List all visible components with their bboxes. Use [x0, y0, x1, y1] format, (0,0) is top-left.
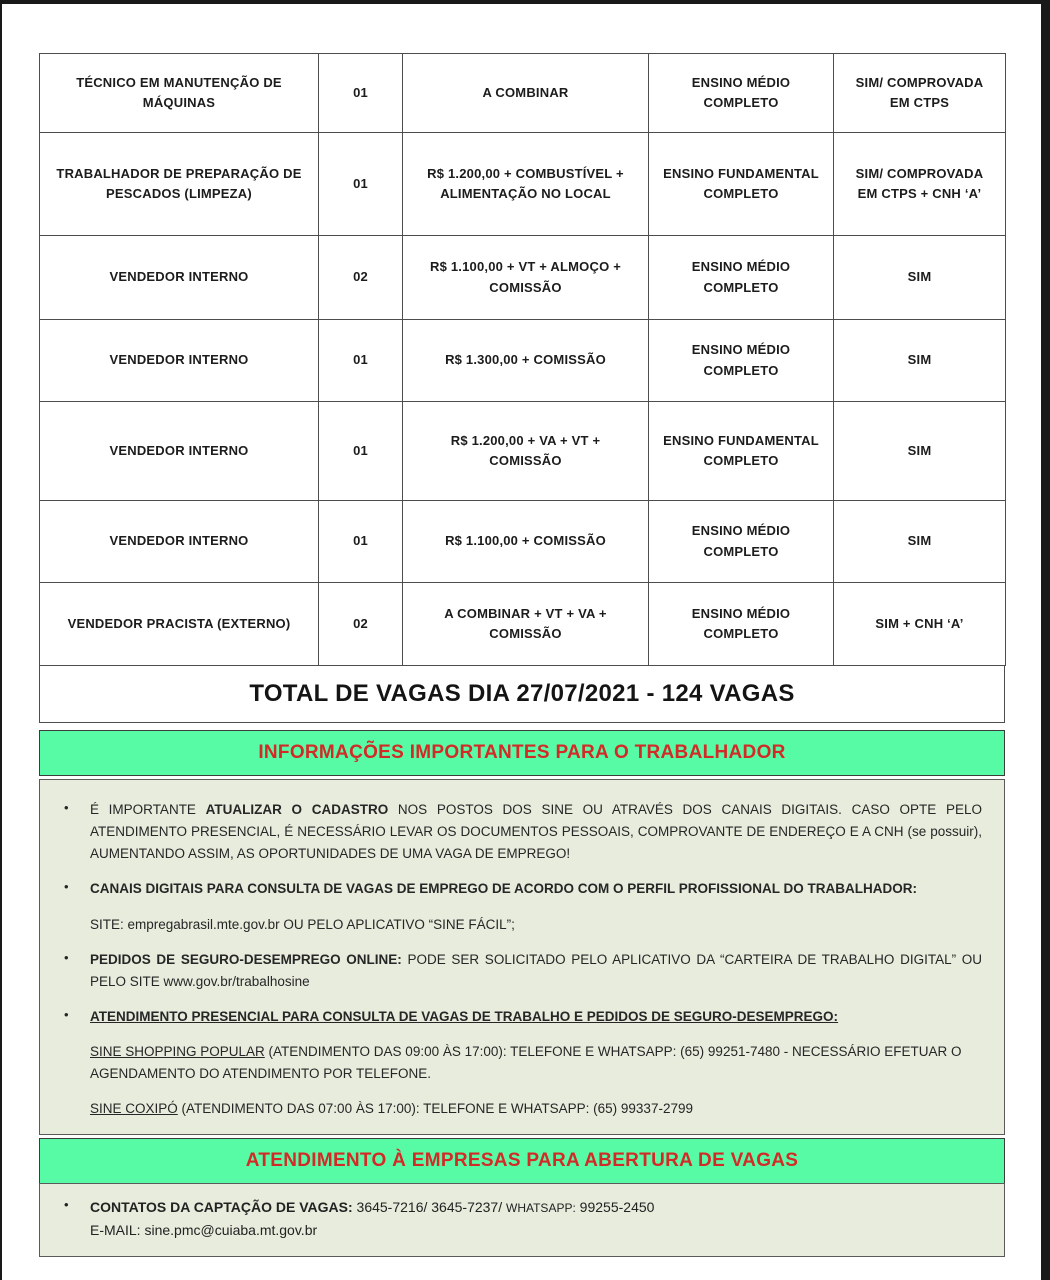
digital-channels-heading [90, 878, 984, 900]
table-row [40, 583, 1006, 666]
contact-phone-numbers: 3645-7216/ 3645-7237/ [352, 1199, 506, 1216]
job-title-cell: VENDEDOR INTERNO [40, 501, 319, 583]
salary-cell: A COMBINAR [403, 54, 649, 133]
note-text: SITE: empregabrasil.mte.gov.br OU PELO APLICATIVO “SINE FÁCIL”; [90, 916, 515, 932]
job-title-cell: VENDEDOR INTERNO [40, 236, 319, 320]
scan-edge-left [0, 0, 2, 1280]
table-row [40, 54, 1006, 133]
unemployment-insurance-note [90, 949, 984, 993]
in-person-service-heading [90, 1006, 984, 1028]
table-row [40, 236, 1006, 320]
job-title-cell: VENDEDOR INTERNO [40, 320, 319, 402]
salary-cell: R$ 1.100,00 + COMISSÃO [403, 501, 649, 583]
vacancy-count-cell: 01 [319, 133, 403, 236]
list-item [64, 1006, 984, 1028]
experience-cell: SIM [834, 501, 1006, 583]
list-item [64, 878, 984, 900]
location-name: SINE COXIPÓ [90, 1101, 178, 1117]
contact-email-line: E-MAIL: sine.pmc@cuiaba.mt.gov.br [90, 1222, 318, 1239]
contact-section [39, 1183, 1005, 1257]
note-text-bold: CANAIS DIGITAIS PARA CONSULTA DE VAGAS DE EMPREGO DE ACORDO COM O PERFIL PROFISSIONAL DO TRABALHADOR: [90, 881, 918, 897]
total-vacancies-label: TOTAL DE VAGAS DIA 27/07/2021 - 124 VAGAS [249, 680, 795, 707]
scan-edge-top [0, 0, 1050, 4]
job-title-cell: TRABALHADOR DE PREPARAÇÃO DE PESCADOS (LIMPEZA) [40, 133, 319, 236]
worker-info-section [39, 779, 1005, 1135]
list-item [64, 949, 984, 993]
vacancies-table [39, 53, 1006, 666]
note-text-bold: PEDIDOS DE SEGURO-DESEMPREGO ONLINE: [90, 951, 402, 967]
whatsapp-number: 99255-2450 [575, 1199, 655, 1216]
table-row [40, 501, 1006, 583]
contact-phones-line [90, 1196, 982, 1219]
bullet-icon [64, 878, 90, 900]
scan-edge-right [1041, 0, 1050, 1280]
vacancy-count-cell: 01 [319, 320, 403, 402]
table-row [40, 133, 1006, 236]
note-text: (ATENDIMENTO DAS 07:00 ÀS 17:00): TELEFONE E WHATSAPP: (65) 99337-2799 [177, 1101, 693, 1117]
note-text: (ATENDIMENTO DAS 09:00 ÀS 17:00): TELEFONE E WHATSAPP: (65) 99251-7480 - NECESSÁRIO EFETUAR O AGENDAMENTO DO ATENDIMENTO POR TELEFONE. [90, 1044, 962, 1082]
note-text-bold-underline: ATENDIMENTO PRESENCIAL PARA CONSULTA DE VAGAS DE TRABALHO E PEDIDOS DE SEGURO-DESEMPREGO: [90, 1008, 839, 1024]
education-cell: ENSINO MÉDIO COMPLETO [649, 320, 834, 402]
vacancy-count-cell: 02 [319, 236, 403, 320]
education-cell: ENSINO MÉDIO COMPLETO [649, 583, 834, 666]
update-registration-note [90, 799, 984, 865]
location-name: SINE SHOPPING POPULAR [90, 1044, 265, 1059]
note-text-bold: ATUALIZAR O CADASTRO [205, 802, 389, 817]
table-row [40, 402, 1006, 501]
vacancy-count-cell: 01 [319, 402, 403, 501]
contact-label: CONTATOS DA CAPTAÇÃO DE VAGAS: [90, 1199, 353, 1216]
salary-cell: R$ 1.200,00 + VA + VT + COMISSÃO [403, 402, 649, 501]
experience-cell: SIM/ COMPROVADA EM CTPS [834, 54, 1006, 133]
site-line [90, 914, 984, 936]
sine-shopping-line [90, 1041, 984, 1085]
note-text: É IMPORTANTE [90, 802, 206, 817]
experience-cell: SIM [834, 236, 1006, 320]
education-cell: ENSINO MÉDIO COMPLETO [649, 54, 834, 133]
table-row [40, 320, 1006, 402]
bullet-icon [64, 1006, 90, 1028]
bullet-icon [64, 799, 90, 865]
education-cell: ENSINO FUNDAMENTAL COMPLETO [649, 402, 834, 501]
sine-coxipo-line [90, 1098, 984, 1120]
job-title-cell: VENDEDOR PRACISTA (EXTERNO) [40, 583, 319, 666]
list-item [64, 1196, 984, 1242]
education-cell: ENSINO MÉDIO COMPLETO [649, 236, 834, 320]
contact-info [90, 1196, 984, 1242]
bullet-icon [64, 1196, 90, 1242]
experience-cell: SIM/ COMPROVADA EM CTPS + CNH ‘A’ [834, 133, 1006, 236]
salary-cell: R$ 1.200,00 + COMBUSTÍVEL + ALIMENTAÇÃO NO LOCAL [403, 133, 649, 236]
document-content [39, 53, 1005, 1257]
salary-cell: A COMBINAR + VT + VA + COMISSÃO [403, 583, 649, 666]
salary-cell: R$ 1.300,00 + COMISSÃO [403, 320, 649, 402]
company-service-banner [39, 1138, 1005, 1184]
vacancy-count-cell: 02 [319, 583, 403, 666]
salary-cell: R$ 1.100,00 + VT + ALMOÇO + COMISSÃO [403, 236, 649, 320]
total-vacancies-bar [39, 666, 1005, 723]
list-item [64, 799, 984, 865]
vacancy-count-cell: 01 [319, 54, 403, 133]
education-cell: ENSINO FUNDAMENTAL COMPLETO [649, 133, 834, 236]
job-title-cell: TÉCNICO EM MANUTENÇÃO DE MÁQUINAS [40, 54, 319, 133]
note-text: PODE SER SOLICITADO PELO APLICATIVO DA “CARTEIRA DE TRABALHO DIGITAL” OU PELO SITE www.gov.br/trabalhosine [90, 951, 982, 989]
worker-info-banner [39, 730, 1005, 776]
experience-cell: SIM [834, 320, 1006, 402]
job-title-cell: VENDEDOR INTERNO [40, 402, 319, 501]
bullet-icon [64, 949, 90, 993]
company-service-banner-title: ATENDIMENTO À EMPRESAS PARA ABERTURA DE VAGAS [245, 1150, 799, 1172]
vacancy-count-cell: 01 [319, 501, 403, 583]
whatsapp-label: WHATSAPP: [506, 1201, 576, 1216]
worker-info-banner-title: INFORMAÇÕES IMPORTANTES PARA O TRABALHADOR [258, 742, 786, 763]
experience-cell: SIM + CNH ‘A’ [834, 583, 1006, 666]
note-text: NOS POSTOS DOS SINE OU ATRAVÉS DOS CANAIS DIGITAIS. CASO OPTE PELO ATENDIMENTO PRESENCIAL, É NECESSÁRIO LEVAR OS DOCUMENTOS PESSOAIS, COMPROVANTE DE ENDEREÇO E A CNH (se possuir), AUMENTANDO ASSIM, AS OPORTUNIDADES DE UMA VAGA DE EMPREGO! [90, 802, 982, 862]
experience-cell: SIM [834, 402, 1006, 501]
education-cell: ENSINO MÉDIO COMPLETO [649, 501, 834, 583]
